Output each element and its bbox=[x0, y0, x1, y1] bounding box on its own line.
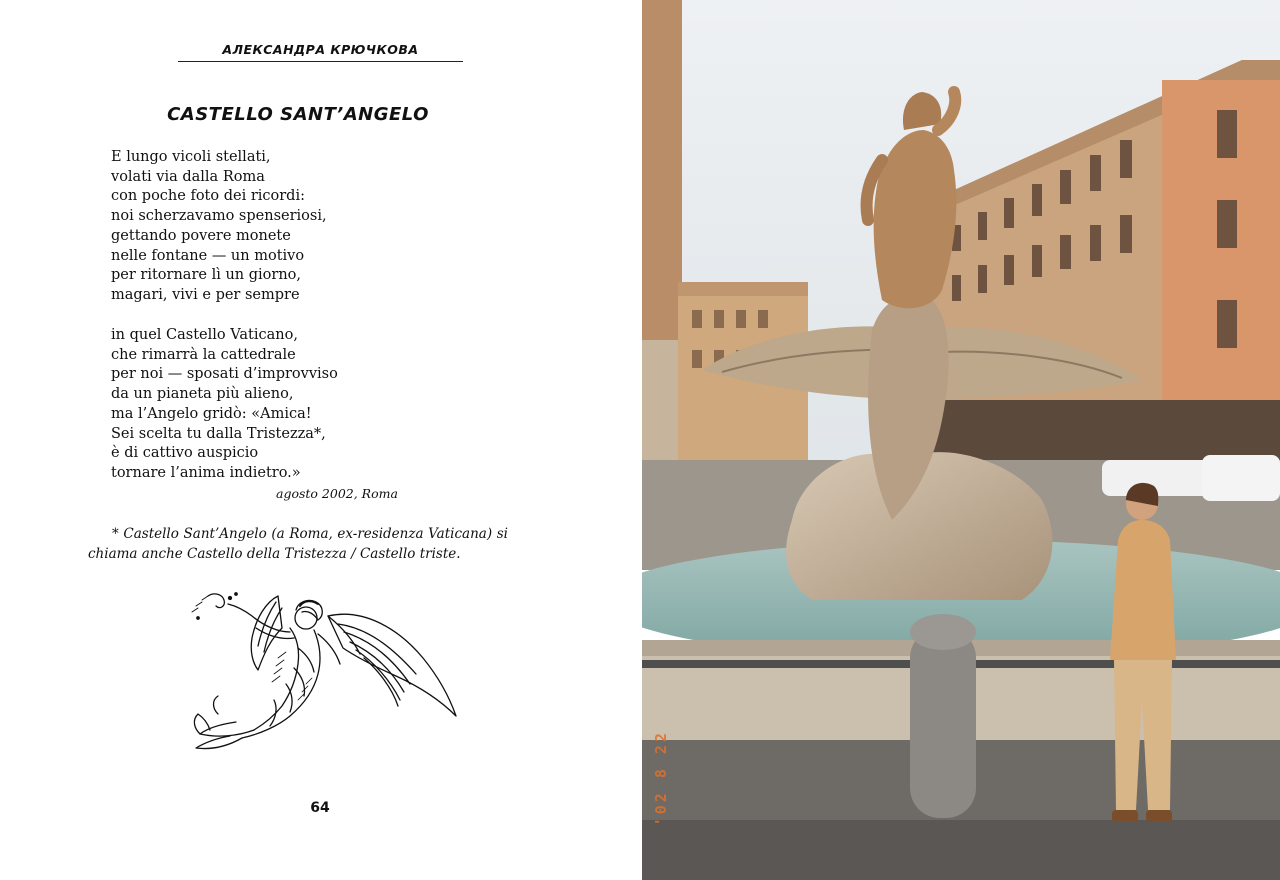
poem-title: CASTELLO SANT’ANGELO bbox=[167, 104, 429, 125]
date-stamp: '02 8 22 bbox=[652, 730, 670, 827]
poem-date: agosto 2002, Roma bbox=[276, 486, 398, 501]
poem-line: E lungo vicoli stellati, bbox=[111, 149, 271, 165]
poem-line: da un pianeta più alieno, bbox=[111, 386, 294, 403]
poem-line: Sei scelta tu dalla Tristezza*, bbox=[111, 425, 326, 442]
poem-line: è di cattivo auspicio bbox=[111, 445, 259, 462]
poem-line: in quel Castello Vaticano, bbox=[111, 327, 298, 343]
poem-line: magari, vivi e per sempre bbox=[111, 286, 300, 303]
poem-line: noi scherzavamo spenseriosi, bbox=[111, 208, 327, 225]
poem-stanza-1 bbox=[111, 148, 327, 306]
running-header: АЛЕКСАНДРА КРЮЧКОВА bbox=[222, 42, 419, 57]
poem-stanza-2 bbox=[111, 326, 338, 484]
poem-line: che rimarrà la cattedrale bbox=[111, 346, 296, 363]
poem-line: tornare l’anima indietro.» bbox=[111, 464, 301, 481]
fountain-photo bbox=[642, 0, 1280, 880]
poem-line: gettando povere monete bbox=[111, 227, 291, 244]
photo-scene bbox=[642, 0, 1280, 880]
footnote: * Castello Sant’Angelo (a Roma, ex-residenza Vaticana) si chiama anche Castello della Tristezza / Castello triste. bbox=[88, 526, 508, 562]
poem-line: per noi — sposati d’improvviso bbox=[111, 366, 338, 383]
poem-line: per ritornare lì un giorno, bbox=[111, 267, 301, 284]
header-rule bbox=[178, 61, 463, 62]
angel-illustration bbox=[178, 588, 463, 757]
page-number: 64 bbox=[310, 800, 330, 816]
poem-line: con poche foto dei ricordi: bbox=[111, 188, 305, 205]
poem-line: volati via dalla Roma bbox=[111, 168, 265, 185]
poem-line: nelle fontane — un motivo bbox=[111, 247, 305, 264]
poem-line: ma l’Angelo gridò: «Amica! bbox=[111, 405, 312, 422]
